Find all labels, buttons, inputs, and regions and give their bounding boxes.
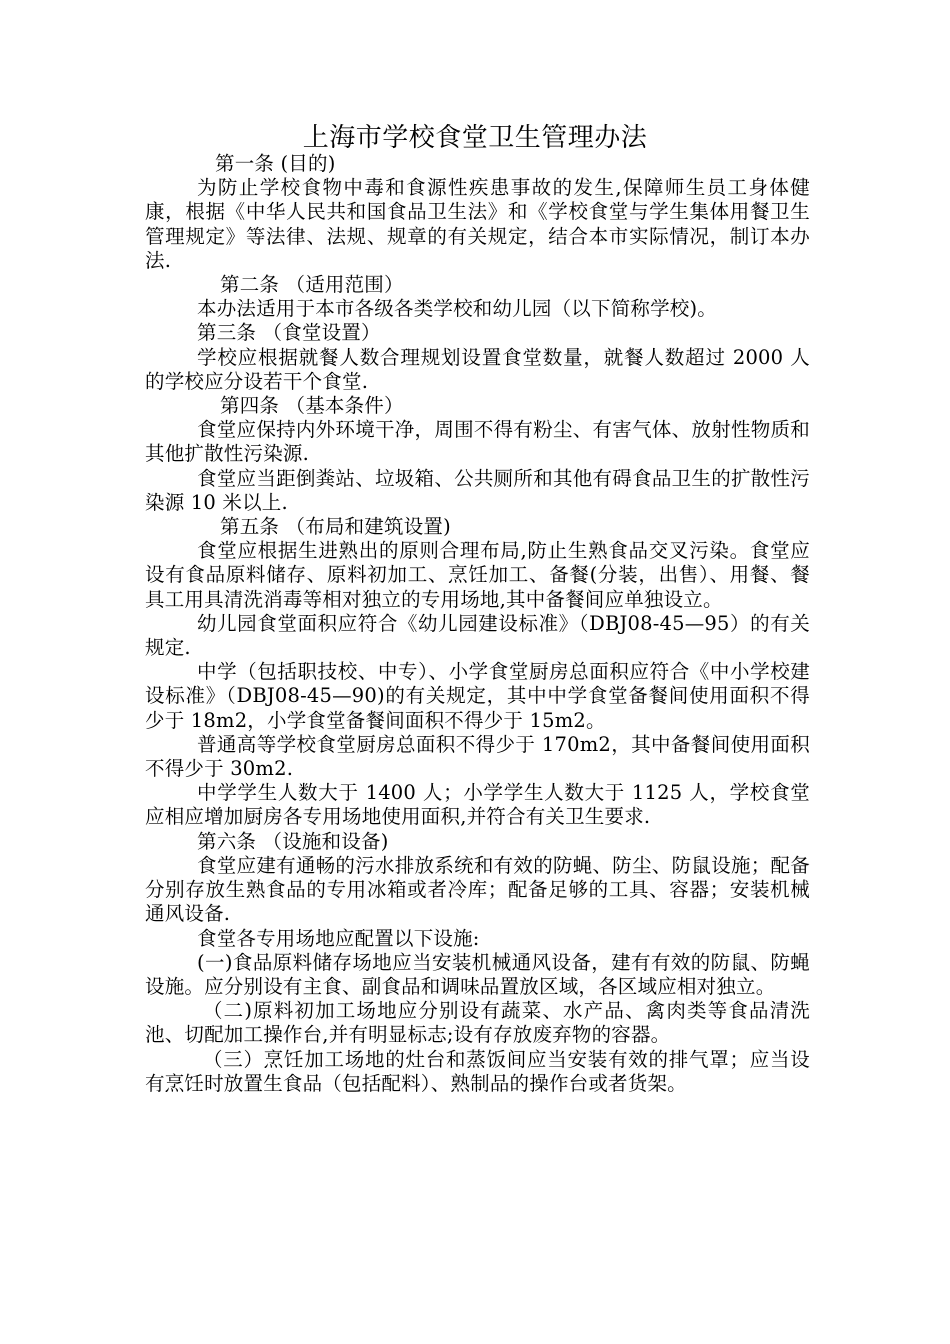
- paragraph: 幼儿园食堂面积应符合《幼儿园建设标准》（DBJ08-45—95）的有关规定.: [145, 611, 810, 660]
- paragraph: 普通高等学校食堂厨房总面积不得少于 170m2，其中备餐间使用面积不得少于 30m2.: [145, 732, 810, 781]
- document-body: [145, 152, 810, 1096]
- article-heading: 第二条 （适用范围）: [220, 273, 404, 297]
- paragraph: （二)原料初加工场地应分别设有蔬菜、水产品、禽肉类等食品清洗池、切配加工操作台,并有明显标志;设有存放废弃物的容器。: [145, 999, 810, 1047]
- paragraph: 中学学生人数大于 1400 人；小学学生人数大于 1125 人，学校食堂应相应增加厨房各专用场地使用面积,并符合有关卫生要求.: [145, 781, 810, 829]
- paragraph: 食堂应当距倒粪站、垃圾箱、公共厕所和其他有碍食品卫生的扩散性污染源 10 米以上.: [145, 466, 810, 514]
- paragraph: 食堂应根据生进熟出的原则合理布局,防止生熟食品交叉污染。食堂应设有食品原料储存、原料初加工、烹饪加工、备餐(分装，出售）、用餐、餐具工用具清洗消毒等相对独立的专用场地,其中备餐间应单独设立。: [145, 539, 810, 611]
- article-heading: 第四条 （基本条件）: [220, 394, 404, 418]
- paragraph: 中学（包括职技校、中专）、小学食堂厨房总面积应符合《中小学校建设标准》（DBJ08-45—90)的有关规定，其中中学食堂备餐间使用面积不得少于 18m2，小学食堂备餐间面积不得少于 15m2。: [145, 660, 810, 732]
- paragraph: 食堂应建有通畅的污水排放系统和有效的防蝇、防尘、防鼠设施；配备分别存放生熟食品的专用冰箱或者冷库；配备足够的工具、容器；安装机械通风设备.: [145, 853, 810, 926]
- paragraph: 学校应根据就餐人数合理规划设置食堂数量，就餐人数超过 2000 人的学校应分设若干个食堂.: [145, 345, 810, 393]
- paragraph: 食堂各专用场地应配置以下设施:: [197, 926, 480, 950]
- article-heading: 第六条 （设施和设备): [197, 829, 389, 853]
- document-title: 上海市学校食堂卫生管理办法: [302, 123, 648, 153]
- article-heading: 第三条 （食堂设置）: [197, 321, 381, 345]
- article-heading: 第一条 (目的): [215, 152, 336, 175]
- paragraph: (一)食品原料储存场地应当安装机械通风设备，建有有效的防鼠、防蝇设施。应分别设有主食、副食品和调味品置放区域，各区域应相对独立。: [145, 950, 810, 998]
- paragraph: （三）烹饪加工场地的灶台和蒸饭间应当安装有效的排气罩；应当设有烹饪时放置生食品（包括配料）、熟制品的操作台或者货架。: [145, 1047, 810, 1095]
- article-heading: 第五条 （布局和建筑设置): [220, 515, 451, 539]
- paragraph: 本办法适用于本市各级各类学校和幼儿园（以下简称学校)。: [197, 297, 718, 321]
- paragraph: 食堂应保持内外环境干净，周围不得有粉尘、有害气体、放射性物质和其他扩散性污染源.: [145, 418, 810, 466]
- paragraph: 为防止学校食物中毒和食源性疾患事故的发生,保障师生员工身体健康，根据《中华人民共和国食品卫生法》和《学校食堂与学生集体用餐卫生管理规定》等法律、法规、规章的有关规定，结合本市实际情况，制订本办法.: [145, 176, 810, 272]
